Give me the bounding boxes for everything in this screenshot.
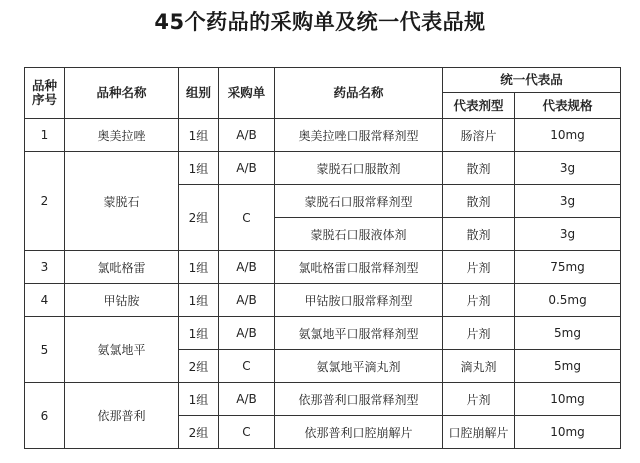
variety-name: 依那普利	[65, 383, 179, 449]
dosage-form-cell: 散剂	[443, 218, 515, 251]
variety-seq: 5	[25, 317, 65, 383]
dosage-form-cell: 片剂	[443, 383, 515, 416]
purchase-list-cell: A/B	[219, 152, 275, 185]
page-title: 45个药品的采购单及统一代表品规	[154, 10, 486, 34]
header-seq-line2: 序号	[31, 92, 57, 107]
drug-name-cell: 蒙脱石口服散剂	[275, 152, 443, 185]
table-row	[25, 383, 621, 416]
drug-name-cell: 甲钴胺口服常释剂型	[275, 284, 443, 317]
drug-name-cell: 依那普利口服常释剂型	[275, 383, 443, 416]
purchase-list-cell: A/B	[219, 317, 275, 350]
variety-name: 甲钴胺	[65, 284, 179, 317]
group-cell: 1组	[179, 119, 219, 152]
spec-cell: 0.5mg	[515, 284, 621, 317]
header-group: 组别	[179, 68, 219, 119]
spec-cell: 3g	[515, 218, 621, 251]
variety-seq: 2	[25, 152, 65, 251]
dosage-form-cell: 散剂	[443, 185, 515, 218]
header-dosage-form: 代表剂型	[443, 93, 515, 119]
dosage-form-cell: 片剂	[443, 317, 515, 350]
purchase-list-cell: A/B	[219, 251, 275, 284]
variety-seq: 3	[25, 251, 65, 284]
procurement-table	[24, 67, 621, 449]
dosage-form-cell: 片剂	[443, 251, 515, 284]
group-cell: 2组	[179, 416, 219, 449]
variety-seq: 1	[25, 119, 65, 152]
variety-seq: 4	[25, 284, 65, 317]
header-drug-name: 药品名称	[275, 68, 443, 119]
header-seq	[25, 68, 65, 119]
spec-cell: 10mg	[515, 416, 621, 449]
header-seq-line1: 品种	[31, 78, 57, 93]
header-unified: 统一代表品	[443, 68, 621, 93]
table-row	[25, 152, 621, 185]
spec-cell: 3g	[515, 152, 621, 185]
group-cell: 1组	[179, 251, 219, 284]
drug-name-cell: 蒙脱石口服液体剂	[275, 218, 443, 251]
dosage-form-cell: 滴丸剂	[443, 350, 515, 383]
spec-cell: 5mg	[515, 350, 621, 383]
table-row	[25, 317, 621, 350]
group-cell: 2组	[179, 350, 219, 383]
group-cell: 1组	[179, 152, 219, 185]
table-row	[25, 119, 621, 152]
purchase-list-cell: A/B	[219, 383, 275, 416]
spec-cell: 5mg	[515, 317, 621, 350]
purchase-list-cell: A/B	[219, 284, 275, 317]
variety-name: 氨氯地平	[65, 317, 179, 383]
purchase-list-cell: C	[219, 185, 275, 251]
drug-name-cell: 氨氯地平口服常释剂型	[275, 317, 443, 350]
dosage-form-cell: 肠溶片	[443, 119, 515, 152]
variety-seq: 6	[25, 383, 65, 449]
header-variety-name: 品种名称	[65, 68, 179, 119]
variety-name: 奥美拉唑	[65, 119, 179, 152]
spec-cell: 10mg	[515, 383, 621, 416]
variety-name: 氯吡格雷	[65, 251, 179, 284]
header-spec: 代表规格	[515, 93, 621, 119]
dosage-form-cell: 散剂	[443, 152, 515, 185]
drug-name-cell: 蒙脱石口服常释剂型	[275, 185, 443, 218]
drug-name-cell: 氨氯地平滴丸剂	[275, 350, 443, 383]
drug-name-cell: 氯吡格雷口服常释剂型	[275, 251, 443, 284]
purchase-list-cell: C	[219, 416, 275, 449]
dosage-form-cell: 口腔崩解片	[443, 416, 515, 449]
dosage-form-cell: 片剂	[443, 284, 515, 317]
group-cell: 1组	[179, 383, 219, 416]
table-body	[25, 119, 621, 449]
group-cell: 2组	[179, 185, 219, 251]
spec-cell: 3g	[515, 185, 621, 218]
spec-cell: 75mg	[515, 251, 621, 284]
spec-cell: 10mg	[515, 119, 621, 152]
variety-name: 蒙脱石	[65, 152, 179, 251]
table-row	[25, 284, 621, 317]
table-row	[25, 251, 621, 284]
group-cell: 1组	[179, 284, 219, 317]
purchase-list-cell: A/B	[219, 119, 275, 152]
purchase-list-cell: C	[219, 350, 275, 383]
drug-name-cell: 奥美拉唑口服常释剂型	[275, 119, 443, 152]
header-purchase-list: 采购单	[219, 68, 275, 119]
drug-name-cell: 依那普利口腔崩解片	[275, 416, 443, 449]
group-cell: 1组	[179, 317, 219, 350]
